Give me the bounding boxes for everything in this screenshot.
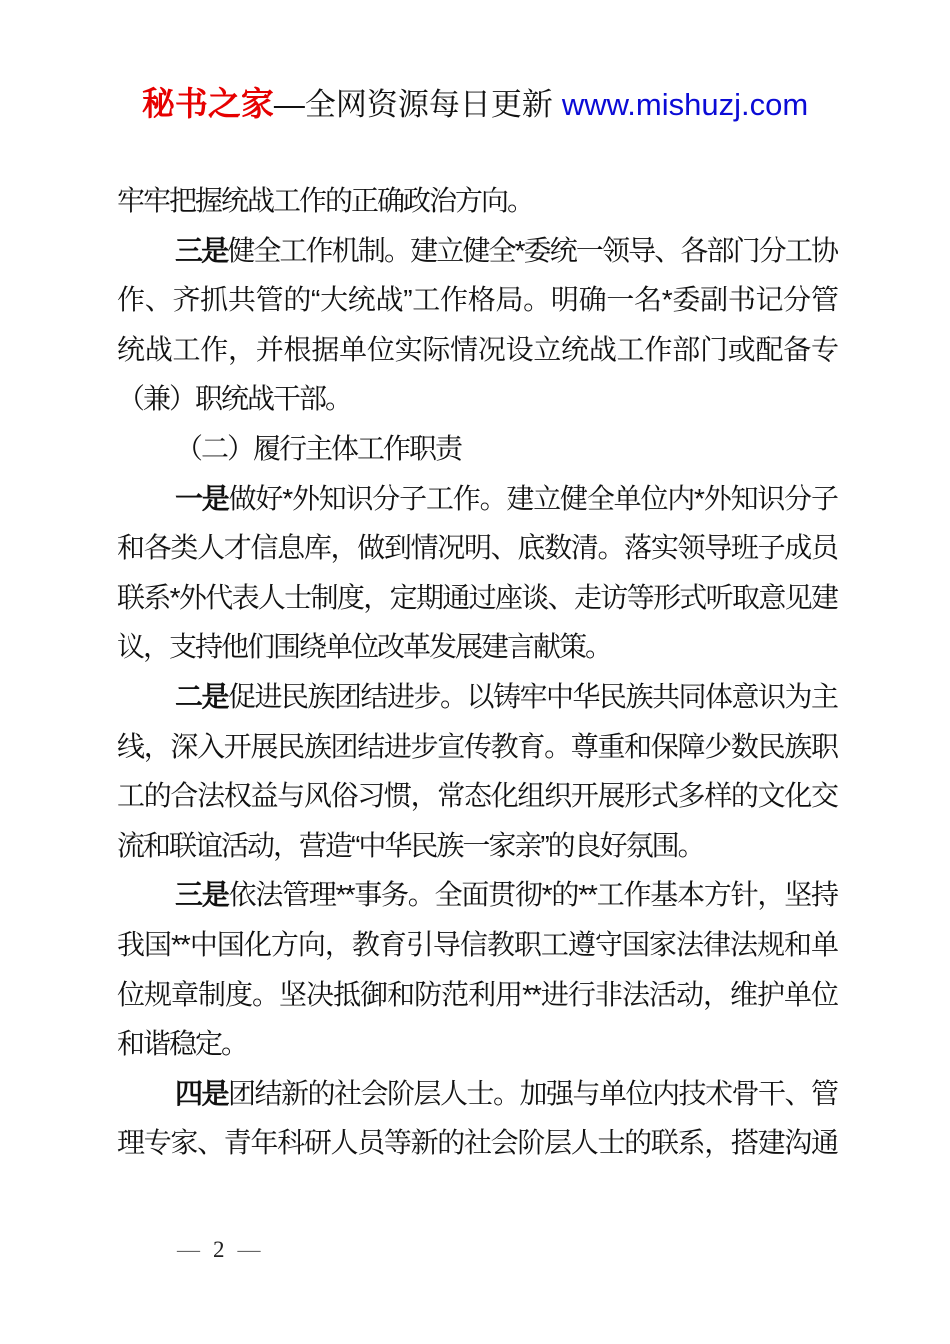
- header-tagline: —全网资源每日更新: [273, 87, 553, 122]
- bold-lead: 三是: [175, 879, 229, 911]
- text-line: 二是促进民族团结进步。以铸牢中华民族共同体意识为主: [175, 680, 837, 712]
- site-header: [0, 84, 950, 131]
- page-footer: [177, 1236, 261, 1264]
- text-line: 三是健全工作机制。建立健全*委统一领导、各部门分工协: [175, 234, 837, 266]
- text-line: 位规章制度。坚决抵御和防范利用**进行非法活动，维护单位: [117, 978, 837, 1010]
- page-number: 2: [213, 1237, 225, 1262]
- text-line: 线，深入开展民族团结进步宣传教育。尊重和保障少数民族职: [117, 730, 837, 762]
- document-body: [117, 176, 837, 1168]
- text-line: 联系*外代表人士制度，定期通过座谈、走访等形式听取意见建: [117, 581, 837, 613]
- bold-lead: 一是: [175, 482, 229, 514]
- text-line: （二）履行主体工作职责: [175, 432, 462, 464]
- bold-lead: 二是: [175, 680, 228, 712]
- footer-dash-left: —: [177, 1237, 200, 1262]
- text-line: 流和联谊活动，营造“中华民族一家亲”的良好氛围。: [117, 829, 704, 861]
- bold-lead: 三是: [175, 234, 228, 266]
- footer-dash-right: —: [237, 1237, 261, 1262]
- text-line: 四是团结新的社会阶层人士。加强与单位内技术骨干、管: [175, 1077, 837, 1109]
- text-line: 议，支持他们围绕单位改革发展建言献策。: [117, 631, 612, 663]
- text-line: 理专家、青年科研人员等新的社会阶层人士的联系，搭建沟通: [117, 1127, 837, 1159]
- text-line: 三是依法管理**事务。全面贯彻*的**工作基本方针，坚持: [175, 879, 837, 911]
- text-line: 作、齐抓共管的“大统战”工作格局。明确一名*委副书记分管: [117, 284, 837, 316]
- brand-name: 秘书之家: [141, 85, 274, 122]
- text-line: 和各类人才信息库，做到情况明、底数清。落实领导班子成员: [117, 532, 837, 564]
- text-line: 我国**中国化方向，教育引导信教职工遵守国家法律法规和单: [117, 928, 837, 960]
- text-line: 一是做好*外知识分子工作。建立健全单位内*外知识分子: [175, 482, 837, 514]
- bold-lead: 四是: [175, 1077, 228, 1109]
- site-url-link[interactable]: www.mishuzj.com: [561, 87, 809, 122]
- text-line: 统战工作，并根据单位实际情况设立统战工作部门或配备专: [117, 333, 837, 365]
- text-line: 工的合法权益与风俗习惯，常态化组织开展形式多样的文化交: [117, 780, 837, 812]
- text-line: 牢牢把握统战工作的正确政治方向。: [117, 185, 534, 216]
- text-line: （兼）职统战干部。: [117, 383, 352, 415]
- text-line: 和谐稳定。: [117, 1028, 248, 1060]
